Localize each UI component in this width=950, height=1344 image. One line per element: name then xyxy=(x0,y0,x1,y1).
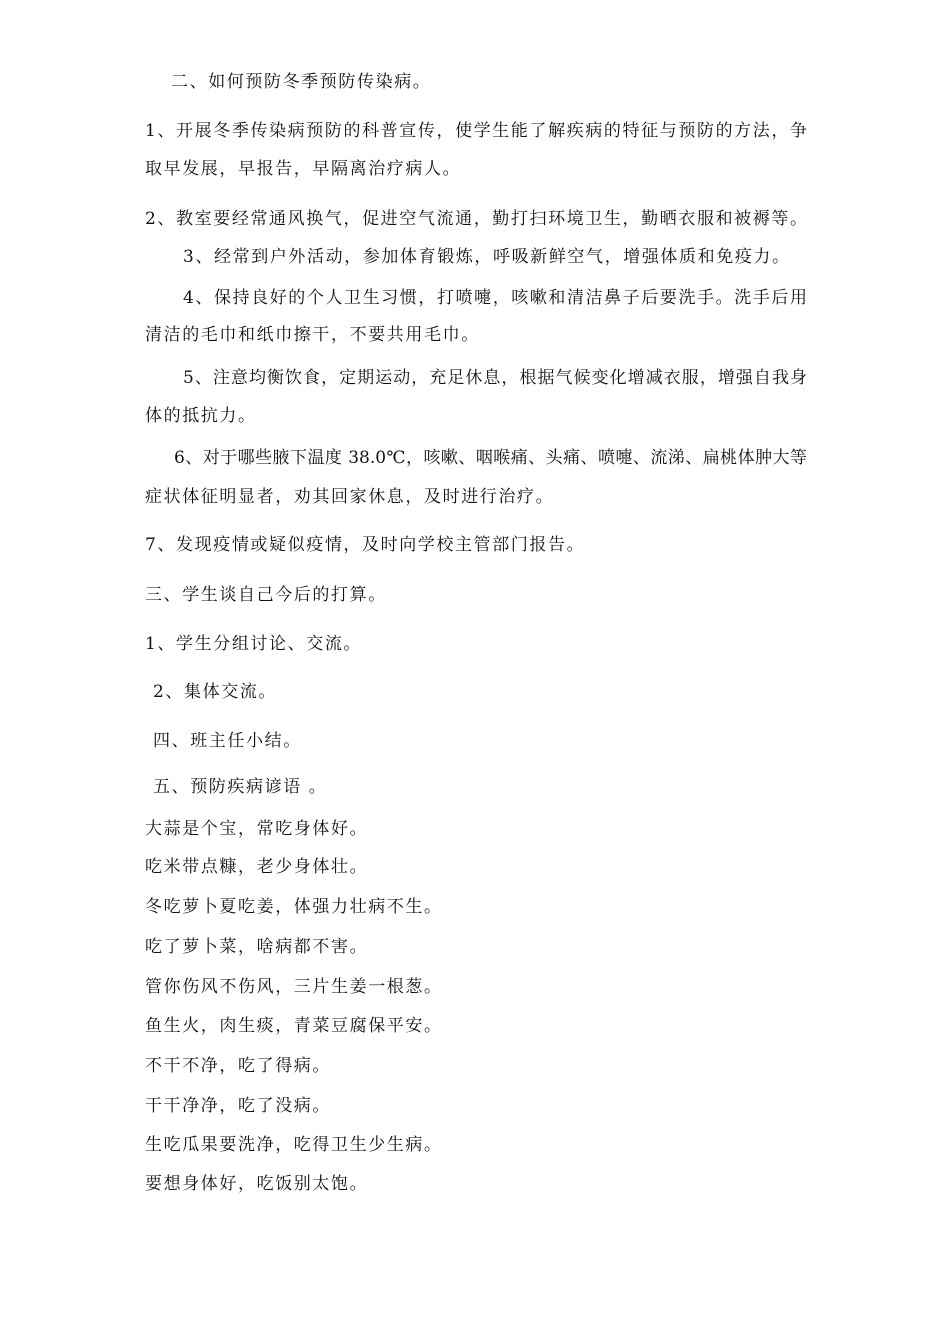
item-5-line-1: 5、注意均衡饮食，定期运动，充足休息，根据气候变化增减衣服，增强自我身 xyxy=(183,368,807,388)
item-6-line-1: 6、对于哪些腋下温度 38.0℃，咳嗽、咽喉痛、头痛、喷嚏、流涕、扁桃体肿大等 xyxy=(174,448,807,468)
section-4-heading: 四、班主任小结。 xyxy=(153,731,302,751)
proverb-line: 冬吃萝卜夏吃姜，体强力壮病不生。 xyxy=(145,897,443,917)
proverb-line: 管你伤风不伤风，三片生姜一根葱。 xyxy=(145,977,443,997)
section-3-heading: 三、学生谈自己今后的打算。 xyxy=(145,585,387,605)
section-3-item-2: 2、集体交流。 xyxy=(153,682,278,702)
section-2-heading: 二、如何预防冬季预防传染病。 xyxy=(171,72,432,92)
proverb-line: 鱼生火，肉生痰，青菜豆腐保平安。 xyxy=(145,1016,443,1036)
proverb-line: 生吃瓜果要洗净，吃得卫生少生病。 xyxy=(145,1135,443,1155)
item-7: 7、发现疫情或疑似疫情，及时向学校主管部门报告。 xyxy=(145,535,586,555)
item-1-line-1: 1、开展冬季传染病预防的科普宣传，使学生能了解疾病的特征与预防的方法，争 xyxy=(145,121,807,141)
proverb-line: 不干不净，吃了得病。 xyxy=(145,1056,331,1076)
proverb-line: 大蒜是个宝，常吃身体好。 xyxy=(145,819,369,839)
proverb-line: 要想身体好，吃饭别太饱。 xyxy=(145,1174,369,1194)
proverb-line: 干干净净，吃了没病。 xyxy=(145,1096,331,1116)
item-3: 3、经常到户外活动，参加体育锻炼，呼吸新鲜空气，增强体质和免疫力。 xyxy=(183,247,791,267)
item-5-line-2: 体的抵抗力。 xyxy=(145,406,257,426)
item-6-line-2: 症状体征明显者，劝其回家休息，及时进行治疗。 xyxy=(145,487,555,507)
item-4-line-2: 清洁的毛巾和纸巾擦干，不要共用毛巾。 xyxy=(145,325,480,345)
item-4-line-1: 4、保持良好的个人卫生习惯，打喷嚏，咳嗽和清洁鼻子后要洗手。洗手后用 xyxy=(183,288,807,308)
section-3-item-1: 1、学生分组讨论、交流。 xyxy=(145,634,363,654)
section-5-heading: 五、预防疾病谚语 。 xyxy=(153,777,328,797)
item-2: 2、教室要经常通风换气，促进空气流通，勤打扫环境卫生，勤晒衣服和被褥等。 xyxy=(145,209,807,229)
item-1-line-2: 取早发展，早报告，早隔离治疗病人。 xyxy=(145,159,462,179)
proverb-line: 吃米带点糠，老少身体壮。 xyxy=(145,857,369,877)
proverb-line: 吃了萝卜菜，啥病都不害。 xyxy=(145,937,369,957)
